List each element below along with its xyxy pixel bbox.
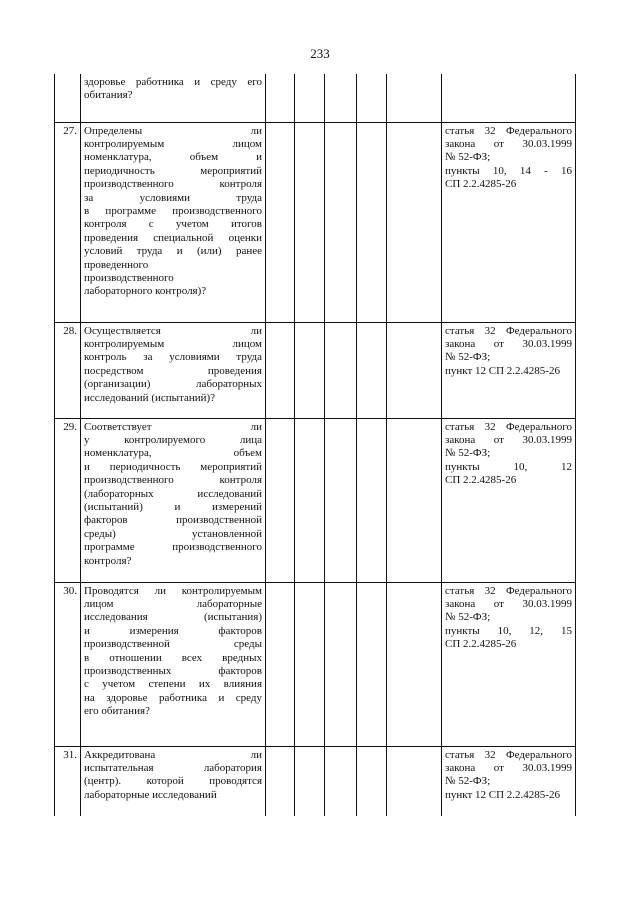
reference-line: СП 2.2.4285-26 xyxy=(445,474,517,487)
reference-line: № 52-ФЗ; xyxy=(445,447,491,460)
question-line: проведенного xyxy=(84,258,149,271)
reference-line: закона от 30.03.1999 xyxy=(445,761,572,774)
reference-line: статья 32 Федерального xyxy=(445,584,572,597)
question-cell xyxy=(81,74,266,122)
answer-cell xyxy=(295,322,325,418)
answer-cell xyxy=(266,122,295,322)
answer-cell xyxy=(295,582,325,746)
reference-line: № 52-ФЗ; xyxy=(445,151,491,164)
table-row xyxy=(55,418,576,582)
page-number: 233 xyxy=(310,46,330,61)
row-number: 30. xyxy=(55,582,81,746)
reference-line: статья 32 Федерального xyxy=(445,324,572,337)
answer-cell xyxy=(325,74,357,122)
question-line: периодичность мероприятий xyxy=(84,164,262,177)
answer-cell xyxy=(387,122,442,322)
question-line: контролируемым лицом xyxy=(84,337,262,350)
question-line: за условиями труда xyxy=(84,191,262,204)
question-cell xyxy=(81,322,266,418)
answer-cell xyxy=(266,74,295,122)
reference-line: пункты 10, 12 xyxy=(445,460,572,473)
question-line: среды) установленной xyxy=(84,527,262,540)
question-line: Аккредитована ли xyxy=(84,748,262,761)
question-cell xyxy=(81,582,266,746)
legal-reference-cell xyxy=(442,582,576,746)
answer-cell xyxy=(295,746,325,816)
answer-cell xyxy=(325,418,357,582)
table-row xyxy=(55,74,576,122)
answer-cell xyxy=(357,122,387,322)
question-line: Проводятся ли контролируемым xyxy=(84,584,262,597)
answer-cell xyxy=(266,418,295,582)
reference-line: закона от 30.03.1999 xyxy=(445,137,572,150)
answer-cell xyxy=(325,122,357,322)
checklist-body xyxy=(55,74,576,816)
reference-line: статья 32 Федерального xyxy=(445,748,572,761)
answer-cell xyxy=(387,582,442,746)
answer-cell xyxy=(387,418,442,582)
question-line: его обитания? xyxy=(84,705,150,718)
question-line: (испытаний) и измерений xyxy=(84,500,262,513)
reference-line: закона от 30.03.1999 xyxy=(445,597,572,610)
answer-cell xyxy=(357,582,387,746)
reference-line: пункт 12 СП 2.2.4285-26 xyxy=(445,788,560,801)
question-line: факторов производственной xyxy=(84,514,262,527)
answer-cell xyxy=(266,582,295,746)
answer-cell xyxy=(266,746,295,816)
question-cell xyxy=(81,122,266,322)
row-number xyxy=(55,74,81,122)
legal-reference-cell xyxy=(442,418,576,582)
table-row xyxy=(55,582,576,746)
answer-cell xyxy=(387,74,442,122)
answer-cell xyxy=(357,74,387,122)
question-line: контролируемым лицом xyxy=(84,137,262,150)
legal-reference-cell xyxy=(442,122,576,322)
question-line: (лабораторных исследований xyxy=(84,487,262,500)
question-line: производственного xyxy=(84,271,174,284)
legal-reference-cell xyxy=(442,74,576,122)
answer-cell xyxy=(295,74,325,122)
reference-line: СП 2.2.4285-26 xyxy=(445,638,517,651)
reference-line: статья 32 Федерального xyxy=(445,420,572,433)
answer-cell xyxy=(266,322,295,418)
question-line: испытательная лаборатория xyxy=(84,761,262,774)
question-line: контроль за условиями труда xyxy=(84,351,262,364)
reference-line: пункт 12 СП 2.2.4285-26 xyxy=(445,364,560,377)
question-line: исследования (испытания) xyxy=(84,611,262,624)
question-line: обитания? xyxy=(84,89,133,102)
reference-line: № 52-ФЗ; xyxy=(445,775,491,788)
answer-cell xyxy=(325,746,357,816)
question-line: производственных факторов xyxy=(84,664,262,677)
table-row xyxy=(55,322,576,418)
reference-line: статья 32 Федерального xyxy=(445,124,572,137)
answer-cell xyxy=(325,582,357,746)
question-line: и периодичность мероприятий xyxy=(84,460,262,473)
reference-line: № 52-ФЗ; xyxy=(445,611,491,624)
question-cell xyxy=(81,418,266,582)
question-line: условий труда и (или) ранее xyxy=(84,245,262,258)
answer-cell xyxy=(357,418,387,582)
question-line: в отношении всех вредных xyxy=(84,651,262,664)
question-line: лабораторного контроля)? xyxy=(84,285,207,298)
reference-line: пункты 10, 14 - 16 xyxy=(445,164,572,177)
question-line: номенклатура, объем и xyxy=(84,151,262,164)
question-line: контроля с учетом итогов xyxy=(84,218,262,231)
question-line: производственного контроля xyxy=(84,474,262,487)
row-number: 31. xyxy=(55,746,81,816)
question-line: исследований (испытаний)? xyxy=(84,391,216,404)
question-line: номенклатура, объем xyxy=(84,447,262,460)
question-line: производственного контроля xyxy=(84,178,262,191)
question-line: на здоровье работника и среду xyxy=(84,691,262,704)
reference-line: закона от 30.03.1999 xyxy=(445,433,572,446)
table-row xyxy=(55,746,576,816)
table-row xyxy=(55,122,576,322)
question-line: здоровье работника и среду его xyxy=(84,76,262,88)
question-line: в программе производственного xyxy=(84,204,262,217)
legal-reference-cell xyxy=(442,746,576,816)
reference-line: № 52-ФЗ; xyxy=(445,351,491,364)
answer-cell xyxy=(295,122,325,322)
question-line: Осуществляется ли xyxy=(84,324,262,337)
answer-cell xyxy=(387,322,442,418)
question-line: (центр). которой проводятся xyxy=(84,775,262,788)
row-number: 29. xyxy=(55,418,81,582)
question-line: лицом лабораторные xyxy=(84,597,262,610)
checklist-table xyxy=(54,74,576,816)
reference-line: закона от 30.03.1999 xyxy=(445,337,572,350)
question-line: Соответствует ли xyxy=(84,420,262,433)
question-line: (организации) лабораторных xyxy=(84,378,262,391)
question-line: Определены ли xyxy=(84,124,262,137)
question-line: с учетом степени их влияния xyxy=(84,678,262,691)
question-line: посредством проведения xyxy=(84,364,262,377)
reference-line: СП 2.2.4285-26 xyxy=(445,178,517,191)
answer-cell xyxy=(325,322,357,418)
answer-cell xyxy=(357,746,387,816)
question-line: производственной среды xyxy=(84,638,262,651)
answer-cell xyxy=(357,322,387,418)
reference-line: пункты 10, 12, 15 xyxy=(445,624,572,637)
answer-cell xyxy=(387,746,442,816)
question-line: лабораторные исследований xyxy=(84,788,217,801)
row-number: 27. xyxy=(55,122,81,322)
question-line: контроля? xyxy=(84,554,132,567)
row-number: 28. xyxy=(55,322,81,418)
question-cell xyxy=(81,746,266,816)
question-line: программе производственного xyxy=(84,541,262,554)
answer-cell xyxy=(295,418,325,582)
question-line: и измерения факторов xyxy=(84,624,262,637)
legal-reference-cell xyxy=(442,322,576,418)
question-line: проведения специальной оценки xyxy=(84,231,262,244)
question-line: у контролируемого лица xyxy=(84,433,262,446)
